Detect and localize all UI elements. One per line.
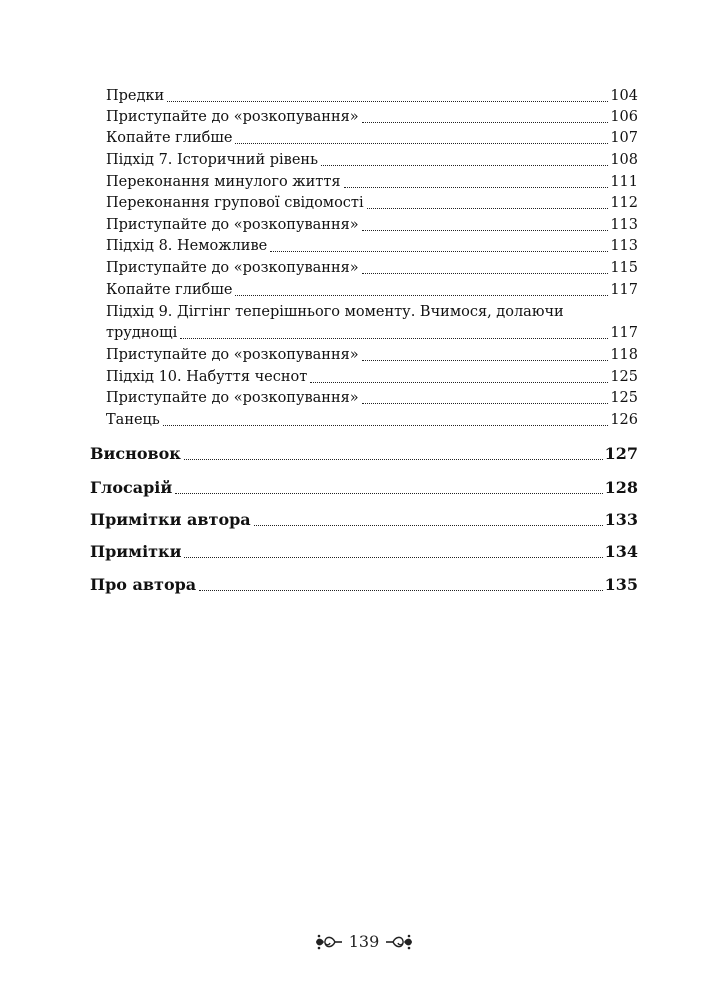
toc-entry-page: 118 <box>610 347 638 363</box>
page-number: 139 <box>348 932 380 951</box>
page-footer <box>0 932 728 951</box>
dot-leader <box>362 121 609 123</box>
toc-entry-title: Танець <box>106 412 160 428</box>
toc-main-entry-page: 128 <box>604 478 638 497</box>
toc-entry <box>106 367 638 387</box>
toc-entry-title: Підхід 10. Набуття чеснот <box>106 369 308 385</box>
toc-entry-page: 106 <box>610 109 638 125</box>
dot-leader <box>254 524 603 526</box>
toc-entry-title: Приступайте до «розкопування» <box>106 109 359 125</box>
toc-entry-title: Копайте глибше <box>106 282 233 298</box>
toc-entry-title: Приступайте до «розкопування» <box>106 217 359 233</box>
dot-leader <box>321 164 608 166</box>
toc-entry <box>106 172 638 192</box>
toc-main-entry <box>90 477 638 499</box>
toc-entry <box>106 410 638 430</box>
toc-entry <box>106 258 638 278</box>
toc-entry <box>106 128 638 148</box>
toc-entry <box>106 388 638 408</box>
toc-entry-page: 112 <box>610 195 638 211</box>
toc-entry-title: Приступайте до «розкопування» <box>106 347 359 363</box>
toc-entry-page: 111 <box>610 174 638 190</box>
toc-entry-page: 125 <box>610 369 638 385</box>
toc-entry <box>106 107 638 127</box>
toc-entry-page: 107 <box>610 130 638 146</box>
toc-main-entry-title: Примітки <box>90 542 182 561</box>
toc-main-entry-title: Примітки автора <box>90 510 251 529</box>
toc-entry-title: Підхід 8. Неможливе <box>106 238 268 254</box>
dot-leader <box>167 100 608 102</box>
dot-leader <box>362 359 609 361</box>
flourish-right-icon <box>385 933 415 951</box>
toc-entry-title: Переконання минулого життя <box>106 174 341 190</box>
dot-leader <box>235 142 608 144</box>
dot-leader <box>184 458 603 460</box>
toc-entry-page: 113 <box>610 217 638 233</box>
toc-main-entry-page: 134 <box>604 542 638 561</box>
dot-leader <box>362 402 609 404</box>
toc-entry-page: 125 <box>610 390 638 406</box>
toc-entry-title: Підхід 7. Історичний рівень <box>106 152 318 168</box>
toc-entry <box>106 193 638 213</box>
toc-entry <box>106 323 638 343</box>
dot-leader <box>270 250 608 252</box>
toc-main-entry-page: 133 <box>604 510 638 529</box>
toc-main-entry <box>90 574 638 596</box>
toc-entry <box>106 150 638 170</box>
toc-entry-title-line2: труднощі <box>106 325 178 341</box>
toc-entry-title: Переконання групової свідомості <box>106 195 364 211</box>
toc-entry-title: Приступайте до «розкопування» <box>106 390 359 406</box>
dot-leader <box>180 337 608 339</box>
toc-entry-page: 115 <box>610 260 638 276</box>
toc-main-entry <box>90 541 638 563</box>
toc-main-entry-title: Висновок <box>90 444 181 463</box>
toc-entry-title-line1: Підхід 9. Діггінг теперішнього моменту. Вчимося, долаючи <box>106 304 564 320</box>
dot-leader <box>362 272 609 274</box>
dot-leader <box>175 492 602 494</box>
toc-entry-title: Предки <box>106 88 165 104</box>
toc-main-entry <box>90 443 638 465</box>
dot-leader <box>310 381 608 383</box>
toc-entry-title: Копайте глибше <box>106 130 233 146</box>
dot-leader <box>199 589 602 591</box>
toc-main-entry-page: 135 <box>604 575 638 594</box>
toc-entry-page: 117 <box>610 282 638 298</box>
toc-entry <box>106 86 638 106</box>
toc-entry-title: Приступайте до «розкопування» <box>106 260 359 276</box>
toc-entry-page: 113 <box>610 238 638 254</box>
flourish-left-icon <box>313 933 343 951</box>
toc-entry <box>106 215 638 235</box>
dot-leader <box>367 207 609 209</box>
toc-main-entry-title: Глосарій <box>90 478 173 497</box>
toc-entry <box>106 236 638 256</box>
dot-leader <box>362 229 609 231</box>
toc-entry-page: 117 <box>610 325 638 341</box>
dot-leader <box>235 294 608 296</box>
toc-entry-page: 108 <box>610 152 638 168</box>
toc-main-entry-title: Про автора <box>90 575 197 594</box>
dot-leader <box>184 556 602 558</box>
dot-leader <box>344 186 609 188</box>
toc-entry <box>106 280 638 300</box>
toc-main-entry <box>90 509 638 531</box>
toc-entry-page: 104 <box>610 88 638 104</box>
toc-entry-page: 126 <box>610 412 638 428</box>
toc-main-entry-page: 127 <box>604 444 638 463</box>
dot-leader <box>163 424 609 426</box>
toc-entry <box>106 345 638 365</box>
